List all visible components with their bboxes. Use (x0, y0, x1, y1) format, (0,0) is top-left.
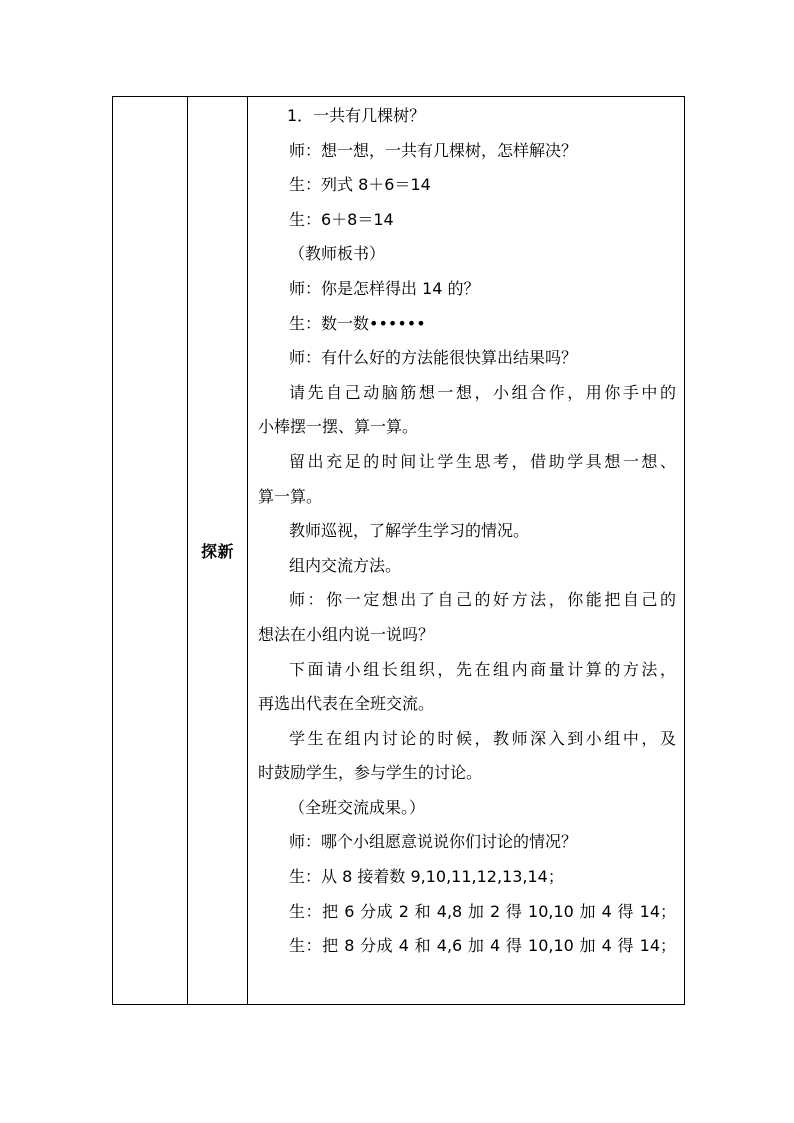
content-cell (248, 97, 685, 1005)
content-line: 时鼓励学生，参与学生的讨论。 (258, 763, 483, 783)
content-line: 请先自己动脑筋想一想，小组合作，用你手中的 (289, 382, 676, 402)
content-line: 想法在小组内说一说吗？ (258, 624, 435, 644)
content-line: 再选出代表在全班交流。 (258, 694, 435, 714)
content-line: 师：有什么好的方法能很快算出结果吗？ (289, 348, 578, 368)
content-line: 教师巡视，了解学生学习的情况。 (289, 521, 530, 541)
lesson-plan-table (112, 96, 685, 1005)
content-line: 生：数一数•••••• (289, 313, 426, 333)
content-line: 生：列式 8＋6＝14 (289, 175, 431, 195)
content-line: （教师板书） (289, 244, 386, 264)
content-line: （全班交流成果。） (289, 797, 426, 817)
content-line: 师：想一想，一共有几棵树，怎样解决？ (289, 140, 578, 160)
content-line: 学生在组内讨论的时候，教师深入到小组中，及 (289, 728, 676, 748)
content-line: 师：你一定想出了自己的好方法，你能把自己的 (289, 590, 676, 610)
content-line: 算一算。 (258, 486, 323, 506)
content-line: 小棒摆一摆、算一算。 (258, 417, 419, 437)
content-line: 生：把 8 分成 4 和 4,6 加 4 得 10,10 加 4 得 14； (289, 936, 676, 956)
section-label-cell (188, 97, 248, 1005)
content-line: 师：你是怎样得出 14 的？ (289, 278, 480, 298)
content-line: 1．一共有几棵树？ (287, 106, 426, 125)
content-line: 留出充足的时间让学生思考，借助学具想一想、 (289, 451, 676, 471)
content-line: 生：6＋8＝14 (289, 209, 394, 229)
table-row (113, 97, 685, 1005)
stage-column-cell (113, 97, 188, 1005)
content-line: 生：把 6 分成 2 和 4,8 加 2 得 10,10 加 4 得 14； (289, 901, 676, 921)
content-line: 师：哪个小组愿意说说你们讨论的情况？ (289, 832, 578, 852)
content-line: 生：从 8 接着数 9,10,11,12,13,14； (289, 867, 564, 887)
content-line: 组内交流方法。 (289, 555, 402, 575)
content-line: 下面请小组长组织，先在组内商量计算的方法， (289, 659, 676, 679)
section-label: 探新 (200, 542, 234, 561)
content-lines (248, 97, 684, 964)
